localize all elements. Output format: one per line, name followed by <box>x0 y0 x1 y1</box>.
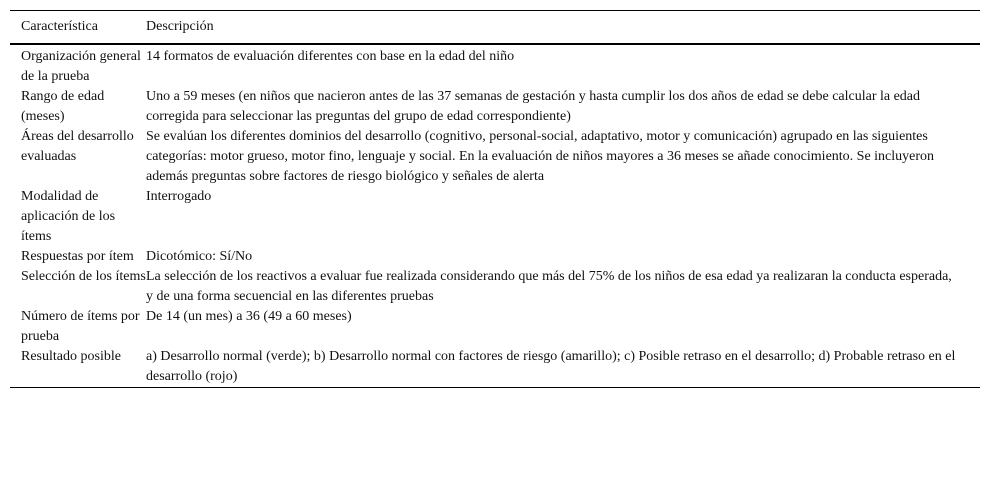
characteristics-table <box>10 10 980 388</box>
table-row <box>10 307 980 347</box>
characteristics-table-container <box>10 10 980 388</box>
header-row <box>10 11 980 45</box>
table-row <box>10 87 980 127</box>
row-description: Interrogado <box>146 189 212 204</box>
row-description: Dicotómico: Sí/No <box>146 249 253 264</box>
header-characteristic: Característica <box>21 19 98 34</box>
table-row <box>10 247 980 267</box>
row-characteristic: Áreas del desarrollo evaluadas <box>21 129 134 164</box>
table-row <box>10 187 980 247</box>
table-row <box>10 267 980 307</box>
row-description: Uno a 59 meses (en niños que nacieron antes de las 37 semanas de gestación y hasta cumplir los dos años de edad se debe calcular la edad corregida para seleccionar las preguntas del grupo de edad correspondiente) <box>146 89 921 124</box>
row-characteristic: Modalidad de aplicación de los ítems <box>21 189 116 244</box>
row-characteristic: Organización general de la prueba <box>21 49 141 84</box>
row-characteristic: Número de ítems por prueba <box>21 309 140 344</box>
row-description: Se evalúan los diferentes dominios del desarrollo (cognitivo, personal-social, adaptativo, motor y comunicación) agrupado en las siguientes categorías: motor grueso, motor fino, lenguaje y social. En la evaluación de niños mayores a 36 meses se añade conocimiento. Se incluyeron además preguntas sobre factores de riesgo biológico y señales de alerta <box>146 129 935 184</box>
row-description: 14 formatos de evaluación diferentes con base en la edad del niño <box>146 49 515 64</box>
table-row <box>10 127 980 187</box>
row-characteristic: Selección de los ítems <box>21 269 146 284</box>
row-description: La selección de los reactivos a evaluar fue realizada considerando que más del 75% de los niños de esa edad ya realizaran la conducta esperada, y de una forma secuencial en las diferentes pruebas <box>146 269 952 304</box>
header-description: Descripción <box>146 19 214 34</box>
row-description: De 14 (un mes) a 36 (49 a 60 meses) <box>146 309 352 324</box>
row-characteristic: Respuestas por ítem <box>21 249 134 264</box>
table-header <box>10 11 980 45</box>
row-characteristic: Rango de edad (meses) <box>21 89 105 124</box>
table-row <box>10 44 980 87</box>
table-body <box>10 44 980 388</box>
row-characteristic: Resultado posible <box>21 349 121 364</box>
table-row <box>10 347 980 388</box>
row-description: a) Desarrollo normal (verde); b) Desarrollo normal con factores de riesgo (amarillo); c) Posible retraso en el desarrollo; d) Probable retraso en el desarrollo (rojo) <box>146 349 956 384</box>
